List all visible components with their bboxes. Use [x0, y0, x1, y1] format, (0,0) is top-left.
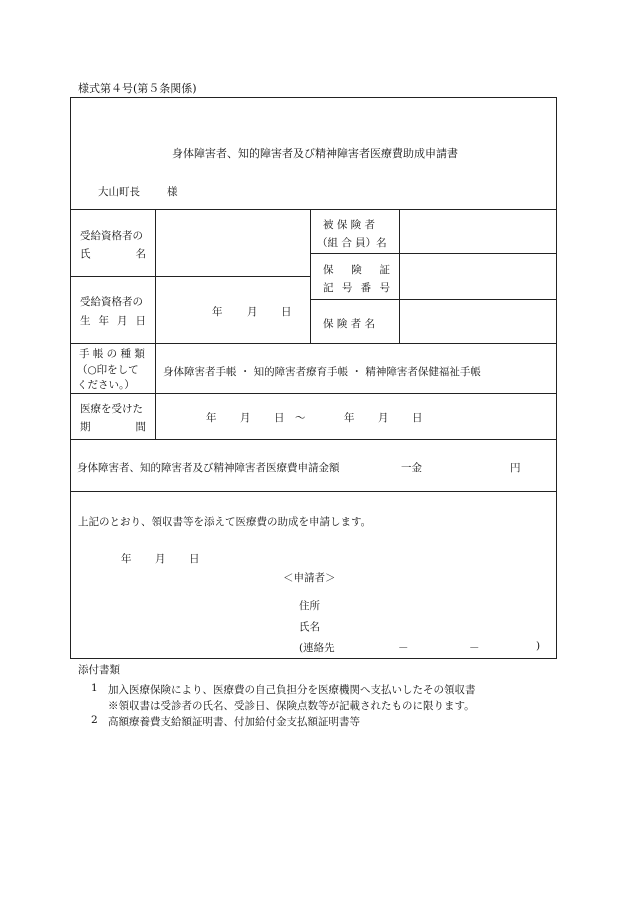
addressee-honorific: 様: [167, 186, 178, 198]
period-label: 医療を受けた: [80, 403, 143, 415]
period-end-month: 月: [378, 412, 389, 424]
contact-close: ): [536, 640, 541, 652]
applicant-name-label: 氏名: [299, 621, 320, 633]
form-title: 身体障害者、知的障害者及び精神障害者医療費助成申請書: [172, 147, 458, 160]
attachment-text-2: 高額療養費支給額証明書、付加給付金支払額証明書等: [108, 716, 360, 728]
notebook-options[interactable]: 身体障害者手帳 ・ 知的障害者療育手帳 ・ 精神障害者保健福祉手帳: [163, 366, 481, 378]
notebook-type-label: 手 帳 の 種 類: [79, 348, 145, 360]
applicant-heading: ＜申請者＞: [283, 572, 336, 584]
recipient-dob-label-2: 生 年 月 日: [80, 315, 146, 327]
dob-year: 年: [212, 306, 223, 318]
form-number-label: 様式第４号(第５条関係): [78, 82, 197, 95]
notebook-type-label-3: ください。）: [77, 379, 135, 391]
insurer-name-field[interactable]: [400, 300, 556, 343]
insured-label-2: （組 合 員）名: [317, 237, 387, 249]
attachment-note: ※領収書は受診者の氏名、受診日、保険点数等が記載されたものに限ります。: [108, 700, 475, 712]
applicant-contact-label: (連絡先: [299, 642, 335, 654]
period-start-month: 月: [240, 412, 251, 424]
insured-label: 被 保 険 者: [323, 219, 376, 231]
period-start-year: 年: [206, 412, 217, 424]
attachments-heading: 添付書類: [78, 664, 120, 676]
period-end-year: 年: [344, 412, 355, 424]
contact-dash-2: －: [469, 642, 480, 654]
recipient-dob-label: 受給資格者の: [80, 296, 143, 308]
recipient-name-label: 受給資格者の: [80, 230, 143, 242]
apply-day: 日: [189, 553, 200, 565]
notebook-type-label-2: （○印をして: [77, 364, 139, 376]
contact-dash-1: －: [398, 642, 409, 654]
addressee-name: 大山町長: [98, 186, 140, 198]
insurance-card-label: 保 険 証: [323, 264, 390, 276]
insurance-card-field[interactable]: [400, 254, 556, 299]
amount-unit: 円: [510, 462, 521, 474]
amount-label: 身体障害者、知的障害者及び精神障害者医療費申請金額: [77, 462, 340, 474]
attachment-text-1: 加入医療保険により、医療費の自己負担分を医療機関へ支払いしたその領収書: [108, 684, 476, 696]
declaration-text: 上記のとおり、領収書等を添えて医療費の助成を申請します。: [78, 516, 372, 528]
insurer-name-label: 保 険 者 名: [323, 318, 376, 330]
recipient-name-label-2: 氏 名: [80, 248, 146, 260]
period-tilde: ～: [295, 412, 306, 424]
dob-day: 日: [281, 306, 292, 318]
applicant-address-label: 住所: [299, 600, 320, 612]
period-start-day: 日: [274, 412, 285, 424]
insurance-card-label-2: 記 号 番 号: [323, 282, 390, 294]
period-end-day: 日: [412, 412, 423, 424]
insured-name-field[interactable]: [400, 210, 556, 253]
attachment-num-2: 2: [91, 714, 98, 726]
dob-month: 月: [247, 306, 258, 318]
recipient-name-field[interactable]: [156, 210, 310, 276]
apply-month: 月: [155, 553, 166, 565]
apply-year: 年: [121, 553, 132, 565]
amount-prefix: 一金: [401, 462, 422, 474]
period-label-2: 期 間: [80, 421, 146, 433]
attachment-num-1: 1: [91, 682, 98, 694]
